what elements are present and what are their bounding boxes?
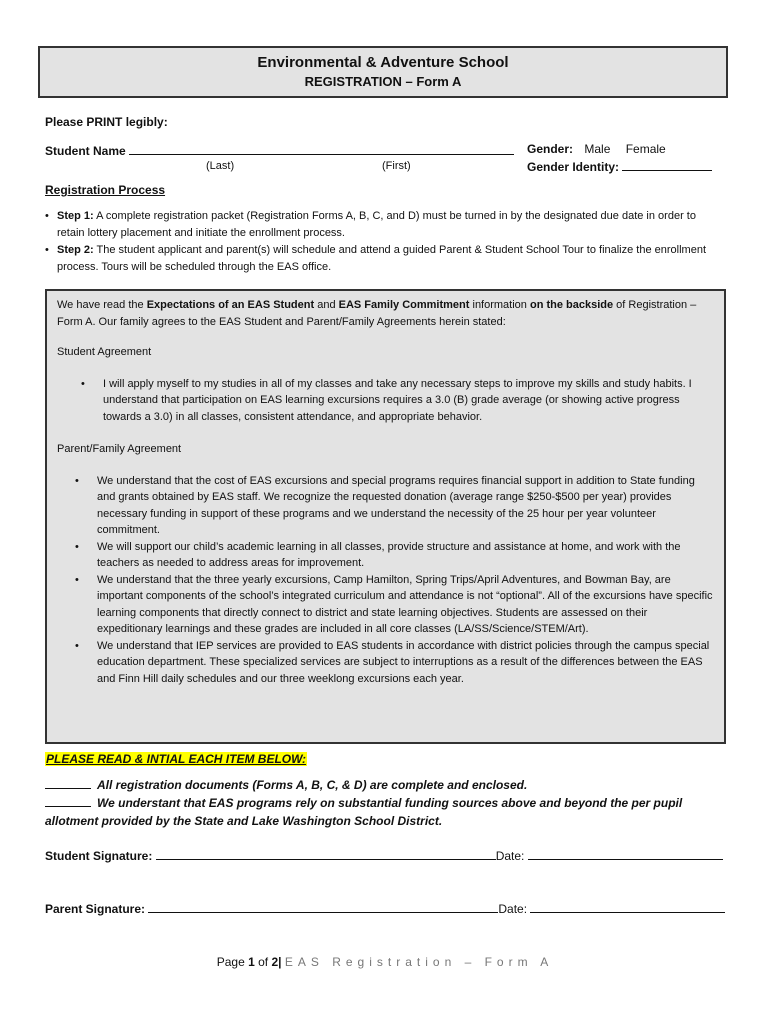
- agreement-box: [45, 289, 726, 744]
- initial-field-1[interactable]: [45, 776, 91, 789]
- initials-items: [45, 776, 725, 830]
- student-agreement-list: [57, 376, 714, 426]
- print-note: Please PRINT legibly:: [45, 115, 168, 129]
- gender-label: Gender:: [527, 142, 574, 156]
- last-name-caption: (Last): [206, 160, 235, 172]
- family-agreement-heading: Parent/Family Agreement: [57, 443, 182, 455]
- gender-option-female[interactable]: Female: [625, 142, 666, 156]
- form-subtitle: REGISTRATION – Form A: [304, 74, 462, 89]
- family-agreement-item: • We will support our child’s academic learning in all classes, provide structure and assistance at home, and work with the teachers as needed to address areas for improvement.: [57, 539, 714, 572]
- process-step-1: • Step 1: A complete registration packet (Registration Forms A, B, C, and D) must be turned in by the designated due date in order to retain lottery placement and initiate the enrollment process.: [45, 208, 725, 242]
- student-signature-row: [45, 847, 723, 863]
- parent-signature-row: [45, 900, 725, 916]
- family-agreement-item: • We understand that the cost of EAS excursions and special programs requires financial support in addition to State funding and grants obtained by EAS staff. We recognize the requested donation (average range $250-$500 per year) provides necessary funding in support of these programs and we understand the necessity of the 25 hour per year volunteer commitment.: [57, 473, 714, 539]
- gender-identity-row: [527, 159, 712, 174]
- gender-identity-label: Gender Identity:: [527, 160, 620, 174]
- student-name-row: [45, 142, 514, 158]
- registration-process-heading: Registration Process: [45, 183, 166, 197]
- family-agreement-item: • We understand that IEP services are provided to EAS students in accordance with district policies through the campus special education department. These specialized services are subject to interruptions as a result of the differences between the EAS and Finn Hill daily schedules and our three weeklong excursions each year.: [57, 638, 714, 688]
- gender-row: [527, 142, 666, 156]
- family-agreement-item: • We understand that the three yearly excursions, Camp Hamilton, Spring Trips/April Adventures, and Bowman Bay, are important components of the school’s integrated curriculum and attendance is not “optional”. All of the excursions have specific learning components that directly connect to district and state learning objectives. Students are assessed on their expeditionary learnings and these grades are included in all core classes (LA/SS/Science/STEM/Art).: [57, 572, 714, 638]
- student-date-label: Date:: [495, 849, 525, 863]
- page-footer: Page 1 of 2| EAS Registration – Form A: [216, 955, 554, 969]
- initial-field-2[interactable]: [45, 794, 91, 807]
- process-steps: [45, 208, 725, 276]
- page-total: 2: [271, 955, 279, 969]
- student-signature-field[interactable]: [156, 847, 496, 860]
- page-number: 1: [248, 955, 255, 969]
- parent-date-label: Date:: [498, 902, 528, 916]
- first-name-caption: (First): [382, 160, 411, 172]
- gender-identity-field[interactable]: [622, 159, 712, 171]
- initial-item-1: All registration documents (Forms A, B, C, & D) are complete and enclosed.: [45, 776, 725, 794]
- footer-doc-name: EAS Registration – Form A: [284, 955, 554, 969]
- process-step-2: • Step 2: The student applicant and parent(s) will schedule and attend a guided Parent & Student School Tour to finalize the enrollment process. Tours will be scheduled through the EAS office.: [45, 242, 725, 276]
- school-title: Environmental & Adventure School: [257, 54, 509, 71]
- family-agreement-list: [57, 473, 714, 688]
- parent-signature-field[interactable]: [148, 900, 498, 913]
- student-agreement-item: • I will apply myself to my studies in all of my classes and take any necessary steps to improve my skills and study habits. I understand that participation on EAS learning excursions requires a 3.0 (B) grade average (or showing active progress towards a 3.0) in all classes, consistent attendance, and appropriate behavior.: [63, 376, 714, 426]
- initials-heading: PLEASE READ & INTIAL EACH ITEM BELOW:: [46, 752, 307, 766]
- form-header: [38, 46, 728, 98]
- agreement-intro: We have read the Expectations of an EAS Student and EAS Family Commitment information on the backside of Registration – Form A. Our family agrees to the EAS Student and Parent/Family Agreements herein stated:: [57, 299, 697, 328]
- parent-date-field[interactable]: [530, 900, 725, 913]
- student-date-field[interactable]: [528, 847, 723, 860]
- student-signature-label: Student Signature:: [45, 849, 153, 863]
- initial-item-2: We understant that EAS programs rely on substantial funding sources above and beyond the per pupil allotment provided by the State and Lake Washington School District.: [45, 796, 683, 828]
- student-name-label: Student Name: [45, 144, 126, 158]
- parent-signature-label: Parent Signature:: [45, 902, 146, 916]
- student-name-field[interactable]: [129, 142, 514, 155]
- gender-option-male[interactable]: Male: [584, 142, 611, 156]
- student-agreement-heading: Student Agreement: [57, 346, 152, 358]
